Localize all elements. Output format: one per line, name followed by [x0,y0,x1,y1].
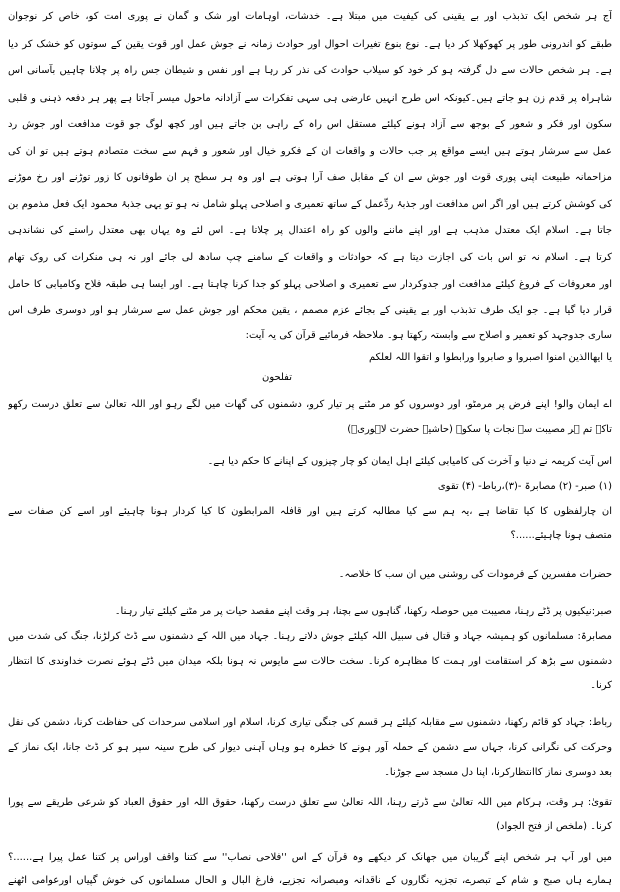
definition-ribat: وحرکت کی نگرانی کرنا، جہاں سے دشمن کے حملہ آور ہونے کا خطرہ ہو وہاں آہنی دیوار کی طرح سینہ سپر ہو کر ڈٹ جانا، ایک نماز کے [8,742,612,753]
closing-line: ہمارے ہاں صبح و شام کے تبصرے، تجزیہ نگاروں کے ناقدانہ ومبصرانہ تجزیے، فارغ البال و الحال مسلمانوں کی خوش گپیاں اورعوامی اٹھنے [8,875,612,886]
definition-taqwa: کرنا۔ (ملخص از فتح الجواد) [496,821,612,832]
translation-line: اے ایمان والو! اپنے فرض پر مرمٹو، اور دوسروں کو مر مٹنے پر تیار کرو، دشمنوں کی گھات میں لگے رہو اور اللہ تعالیٰ سے تعلق درست رکھو [8,399,612,410]
intro-line: عمل سے سرشار ہوتے ہیں ایسے مواقع پر جب حالات و واقعات ان کے فکرو خیال اور شعور و فہم سے سخت متصادم ہوتے ہیں تو ان کی [8,146,612,157]
intro-line: کی کوشش کرتے ہیں اور اگر اس مدافعت اور جذبۂ ردِّعمل کے ساتھ تعمیری و اصلاحی پہلو شامل نہ ہو تو یہی جذبۂ محمود ایک فعل مذموم بن [8,199,612,210]
verse-line-end: تفلحون [262,372,292,383]
intro-line: مزاحمانہ طبیعت اپنی پوری قوت اور جوش سے ان کے مقابل صف آرا ہوتی ہے اور وہ ہر سطح پر ان طوفانوں کا زور توڑنے اور رخ موڑنے [8,172,612,183]
definition-musabara: مصابرۃ: مسلمانوں کو ہمیشہ جہاد و قتال فی سبیل اللہ کیلئے جوش دلاتے رہنا۔ جہاد میں اللہ کے دشمنوں سے ڈٹ کرلڑنا، جنگ کی شدت میں [8,631,612,642]
definition-ribat: رباط: جہاد کو قائم رکھنا، دشمنوں سے مقابلہ کیلئے ہر قسم کی جنگی تیاری کرنا، اسلام اور اسلامی سرحدات کی حفاظت کرنا، دشمن کی نقل [8,717,612,728]
intro-line: طبقے کو اندرونی طور پر کھوکھلا کر دیا ہے۔ نوع بنوع تغیرات احوال اور حوادث زمانہ نے جوش عمل اور قوت یقین کے سوتوں کو خشک کر دیا [8,39,612,50]
definition-ribat: بعد دوسری نماز کاانتظارکرنا، اپنا دل مسجد سے جوڑنا۔ [384,767,612,778]
four-commands-list: (۱) صبر- (۲) مصابرۃ -(۳)،رباط- (۴) تقوی [437,481,612,492]
verse-line: یا ایھاالذین امنوا اصبروا و صابروا ورابطوا و اتقوا اللہ لعلکم [368,352,612,363]
definition-musabara: دشمنوں سے بڑھ کر استقامت اور ہمت کا مظاہرہ کرنا۔ سخت حالات سے مایوس نہ ہونا بلکہ میدان میں ڈٹے ہوئے نصرت خداوندی کا انتظار [8,656,612,667]
question-line: متصف ہونا چاہیئے......؟ [510,530,612,541]
summary-heading: حضرات مفسرین کے فرمودات کی روشنی میں ان سب کا خلاصہ۔ [338,569,612,580]
four-commands-intro: اس آیت کریمہ نے دنیا و آخرت کی کامیابی کیلئے اہل ایمان کو چار چیزوں کے اپنانے کا حکم دیا ہے۔ [207,456,612,467]
intro-line: قرار دیا گیا ہے۔ جو ایک طرف تذبذب اور بے یقینی کے بجائے عزم مصمم ، یقین محکم اور جوش عمل سے سرشار ہو اور دوسری طرف اس [8,305,612,316]
intro-line: کرتا ہے۔ اسلام نہ تو اس بات کی اجازت دیتا ہے کہ حوادثات و واقعات کے سامنے چپ سادھ لی جائے اور نہ ہی منکرات کی روک تھام [8,252,612,263]
definition-taqwa: تقویٰ: ہر وقت، ہرکام میں اللہ تعالیٰ سے ڈرتے رہنا، اللہ تعالیٰ سے تعلق درست رکھنا، حقوق اللہ اور حقوق العباد کو شرعی طریقے سے پورا [8,797,612,808]
question-line: ان چارلفظوں کا کیا تقاضا ہے ،یہ ہم سے کیا مطالبہ کرتے ہیں اور قافلہ المرابطون کا کیا کردار ہونا چاہیئے اور اسے کن صفات سے [8,506,612,517]
translation-line: تاکہ تم ہر مصیبت سے نجات پا سکو۔ (حاشیہ حضرت لاہوریؒ) [347,424,612,435]
intro-line: ہے۔ ہر شخص حالات سے دل گرفتہ ہو کر خود کو سیلاب حوادث کی نذر کر رہا ہے اور نفس و شیطان جس راہ پر چلانا چاہیں بآسانی اس [8,65,612,76]
intro-line: اور معروفات کے فروغ کیلئے مدافعت اور جدوکردار سے تعمیری و اصلاحی پہلو کو جدا کرنا چاہتا ہے۔ اور ایسا ہی طبقہ فلاح وکامیابی کا حامل [8,279,612,290]
intro-line: شاہراہ پر قدم زن ہو جاتے ہیں۔کیونکہ اس طرح انہیں عارضی ہی سہی تفکرات سے آزادانہ ماحول میسر آجاتا ہے پھر ہر دفعہ ذہنی و قلبی [8,93,612,104]
intro-line: جاتا ہے۔ اسلام ایک معتدل مذہب ہے اور اپنے ماننے والوں کو راہ اعتدال پر چلاتا ہے۔ اس لئے وہ یہاں بھی معتدل راستے کی نشاندہی [8,225,612,236]
intro-line: ساری جدوجہد کو تعمیر و اصلاح سے وابستہ رکھتا ہو۔ ملاحظہ فرمائیے قرآن کی یہ آیت: [245,330,612,341]
closing-line: میں اور آپ ہر شخص اپنے گریبان میں جھانک کر دیکھے وہ قرآن کے اس ''فلاحی نصاب'' سے کتنا واقف اوراس پر کتنا عمل پیرا ہے......؟ [8,852,612,863]
intro-line: سکون اور فکر و شعور کے بوجھ سے آزاد ہونے کیلئے مستقل اس راہ کے راہی بن جاتے ہیں اور کچھ لوگ جو قوت مدافعت اور جوش رد [8,119,612,130]
definition-sabr: صبر:نیکیوں پر ڈٹے رہنا، مصیبت میں حوصلہ رکھنا، گناہوں سے بچنا، ہر وقت اپنے مقصد حیات پر مر مٹنے کیلئے تیار رہنا۔ [114,606,612,617]
definition-musabara: کرنا۔ [590,680,612,691]
intro-line: آج ہر شخص ایک تذبذب اور بے یقینی کی کیفیت میں مبتلا ہے۔ خدشات، اوہامات اور شک و گمان نے پوری امت کو، خاص کر نوجوان [8,11,612,22]
